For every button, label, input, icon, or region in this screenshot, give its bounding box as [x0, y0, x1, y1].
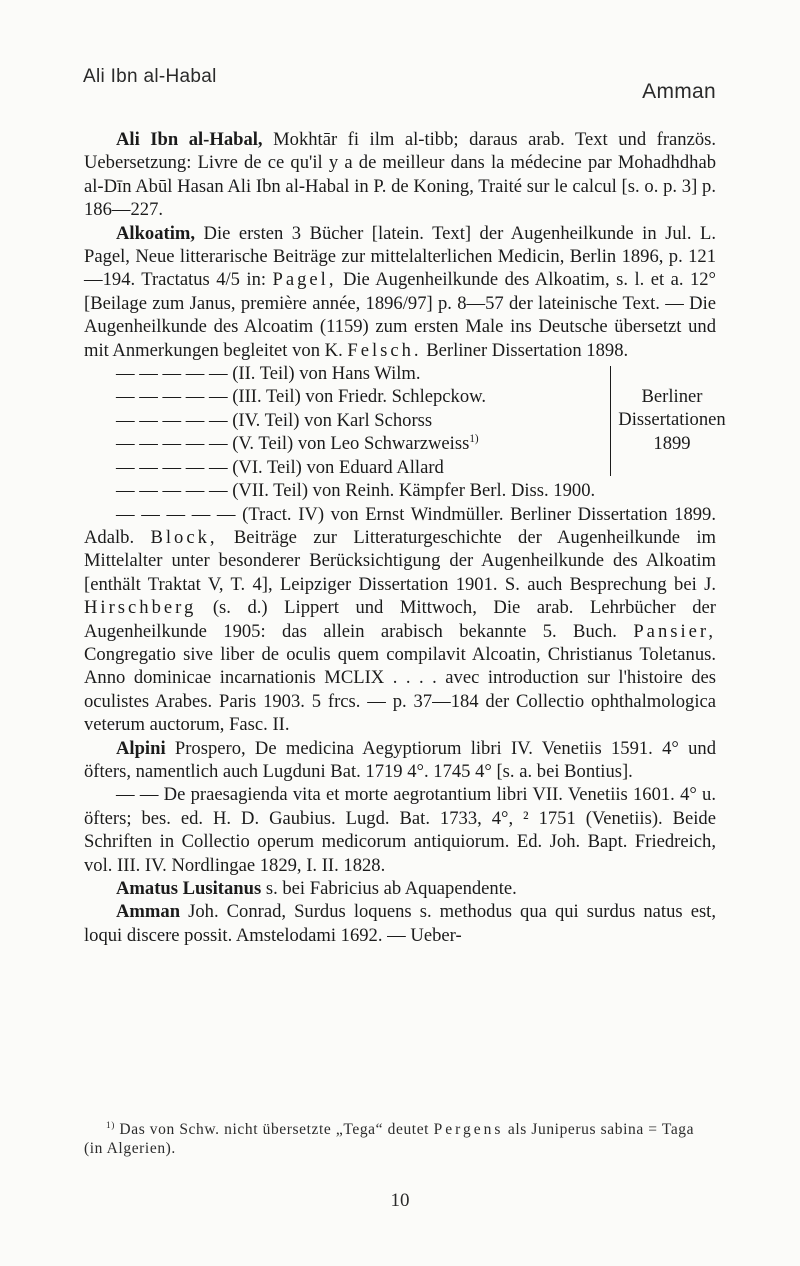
entry-headword: Alkoatim,	[116, 222, 196, 244]
entry-alpini: Alpini Prospero, De medicina Aegyptiorum libri IV. Venetiis 1591. 4° und öfters, namentlich auch Lugduni Bat. 1719 4°. 1745 4° [s. a. bei Bontius].	[84, 737, 716, 782]
continuation-vii: — — — — — (VII. Teil) von Reinh. Kämpfer Berl. Diss. 1900.	[116, 480, 596, 502]
footnote-marker: 1)	[106, 1120, 115, 1131]
group-line: — — — — — (V. Teil) von Leo Schwarzweiss$^{1)}$	[116, 433, 479, 455]
group-line: — — — — — (III. Teil) von Friedr. Schlepckow.	[116, 386, 486, 408]
footnote: $^{1)}$ Das von Schw. nicht übersetzte „Tega“ deutet Pergens als Juniperus sabina = Taga (in Algerien).	[84, 1120, 695, 1157]
entry-amman: Amman Joh. Conrad, Surdus loquens s. methodus qua qui surdus natus est, loqui discere possit. Amstelodami 1692. — Ueber-	[84, 901, 716, 946]
dissertation-group	[84, 362, 726, 479]
footnote-marker: 1)	[469, 433, 479, 446]
running-head-right: Amman	[642, 80, 716, 103]
body-text	[84, 128, 726, 947]
group-line: — — — — — (II. Teil) von Hans Wilm.	[116, 363, 421, 385]
entry-alkoatim: Alkoatim, Die ersten 3 Bücher [latein. Text] der Augenheilkunde in Jul. L. Pagel, Neue litterarische Beiträge zur mittelalterlichen Medicin, Berlin 1896, p. 121—194. Tractatus 4/5 in: Pagel, Die Augenheilkunde des Alkoatim, s. l. et a. 12° [Beilage zum Janus, première année, 1896/97] p. 8—57 der lateinische Text. — Die Augenheilkunde des Alcoatim (1159) zum ersten Male ins Deutsche übersetzt und mit Anmerkungen begleitet von K. Felsch. Berliner Dissertation 1898.	[84, 222, 716, 361]
entry-headword: Amatus Lusitanus	[116, 878, 262, 899]
group-line: — — — — — (VI. Teil) von Eduard Allard	[116, 456, 444, 478]
group-line: — — — — — (IV. Teil) von Karl Schorss	[116, 409, 433, 431]
running-head-left: Ali Ibn al-Habal	[83, 66, 217, 87]
entry-amatus: Amatus Lusitanus s. bei Fabricius ab Aquapendente.	[116, 878, 517, 899]
continuation-tract: — — — — — (Tract. IV) von Ernst Windmüller. Berliner Dissertation 1899. Adalb. Block, Beiträge zur Litteraturgeschichte der Augenheilkunde im Mittelalter unter besonderer Berücksichtigung der Augenheilkunde des Alkoatim [enthält Traktat V, T. 4], Leipziger Dissertation 1901. S. auch Besprechung bei J. Hirschberg (s. d.) Lippert und Mittwoch, Die arab. Lehrbücher der Augenheilkunde 1905: das allein arabisch bekannte 5. Buch. Pansier, Congregatio sive liber de oculis quem compilavit Alcoatin, Christianus Toletanus. Anno dominicae incarnationis MCLIX . . . . avec introduction sur l'histoire des oculistes Arabes. Paris 1903. 5 frcs. — p. 37—184 der Collectio ophthalmologica veterum auctorum, Fasc. II.	[84, 503, 716, 736]
brace-note: Berliner Dissertationen 1899	[618, 386, 726, 454]
page-number: 10	[390, 1190, 410, 1211]
entry-headword: Alpini	[116, 737, 166, 759]
brace	[604, 366, 611, 476]
entry-ali-ibn-al-habal: Ali Ibn al-Habal, Mokhtār fi ilm al-tibb; daraus arab. Text und französ. Uebersetzung: Livre de ce qu'il y a de meilleur dans la médecine par Mohadhdhab al-Dīn Abūl Hasan Ali Ibn al-Habal in P. de Koning, Traité sur le calcul [s. o. p. 3] p. 186—227.	[84, 129, 717, 221]
entry-headword: Amman	[116, 901, 181, 923]
entry-alpini-cont: — — De praesagienda vita et morte aegrotantium libri VII. Venetiis 1601. 4° u. öfters; bes. ed. H. D. Gaubius. Lugd. Bat. 1733, 4°, ² 1751 (Venetiis). Beide Schriften in Collectio operum medicorum antiquiorum. Ed. Joh. Bapt. Friedreich, vol. III. IV. Nordlingae 1829, I. II. 1828.	[84, 784, 716, 876]
entry-headword: Ali Ibn al-Habal,	[116, 129, 263, 150]
